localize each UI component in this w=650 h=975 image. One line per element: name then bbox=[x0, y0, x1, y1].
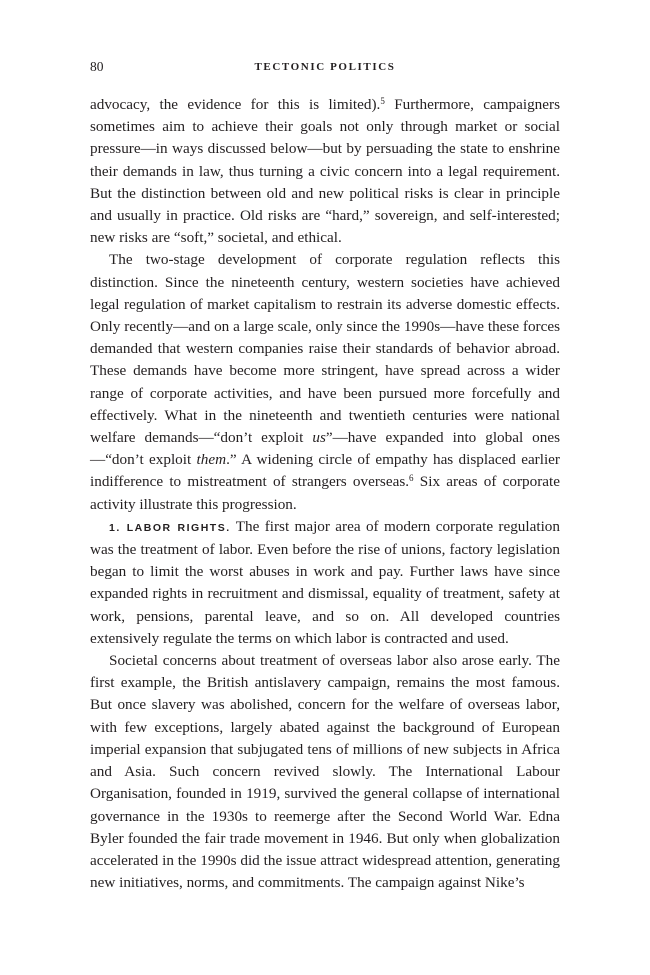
text-run: The two-stage development of corporate regulation reflects this distinction. Since the nineteenth century, western societies have achieved legal regulation of market capitalism to restrain its adverse domestic effects. Only recently—and on a large scale, only since the 1990s—have these forces demanded that western companies raise their standards of behavior abroad. These demands have become more stringent, have spread across a wider range of corporate activities, and have been pursued more forcefully and effectively. What in the nineteenth and twentieth centuries were national welfare demands—“don’t exploit bbox=[90, 251, 560, 447]
emphasis-text: them bbox=[196, 451, 227, 469]
paragraph bbox=[90, 94, 560, 249]
paragraph bbox=[90, 516, 560, 650]
text-run: advocacy, the evidence for this is limited). bbox=[90, 96, 381, 113]
paragraph bbox=[90, 650, 560, 894]
paragraph bbox=[90, 249, 560, 515]
text-run: .” A widening circle of empathy has displaced earlier indifference to mistreatment of strangers overseas. bbox=[90, 451, 560, 491]
body-text bbox=[90, 94, 560, 894]
text-run: ”—have expanded into global ones—“don’t exploit bbox=[90, 429, 561, 469]
text-run: Six areas of corporate activity illustrate this progression. bbox=[90, 473, 560, 513]
text-run: The first major area of modern corporate regulation was the treatment of labor. Even before the rise of unions, factory legislation began to limit the worst abuses in work and pay. Further laws have since expanded rights in recruitment and dismissal, equality of treatment, safety at work, pensions, parental leave, and so on. All developed countries extensively regulate the terms on which labor is contracted and used. bbox=[90, 517, 560, 647]
footnote-marker: 6 bbox=[409, 473, 414, 484]
running-head bbox=[90, 58, 560, 76]
text-run: Furthermore, campaigners sometimes aim to achieve their goals not only through market or social pressure—in ways discussed below—but by persuading the state to enshrine their demands in law, thus turning a civic concern into a legal requirement. But the distinction between old and new political risks is clear in principle and usually in practice. Old risks are “hard,” sovereign, and self-interested; new risks are “soft,” societal, and ethical. bbox=[90, 96, 560, 247]
page-number: 80 bbox=[90, 59, 104, 74]
running-title: TECTONIC POLITICS bbox=[254, 61, 396, 73]
emphasis-text: us bbox=[312, 429, 326, 447]
section-label: 1. LABOR RIGHTS. bbox=[109, 521, 231, 534]
footnote-marker: 5 bbox=[380, 96, 385, 106]
text-run: Societal concerns about treatment of overseas labor also arose early. The first example, the British antislavery campaign, remains the most famous. But once slavery was abolished, concern for the welfare of overseas labor, with few exceptions, largely abated against the background of European imperial expansion that subjugated tens of millions of new subjects in Africa and Asia. Such concern revived slowly. The International Labour Organisation, founded in 1919, survived the general collapse of international governance in the 1930s to reemerge after the Second World War. Edna Byler founded the fair trade movement in 1946. But only when globalization accelerated in the 1990s did the issue attract widespread attention, generating new initiatives, norms, and commitments. The campaign against Nike’s bbox=[90, 652, 560, 892]
